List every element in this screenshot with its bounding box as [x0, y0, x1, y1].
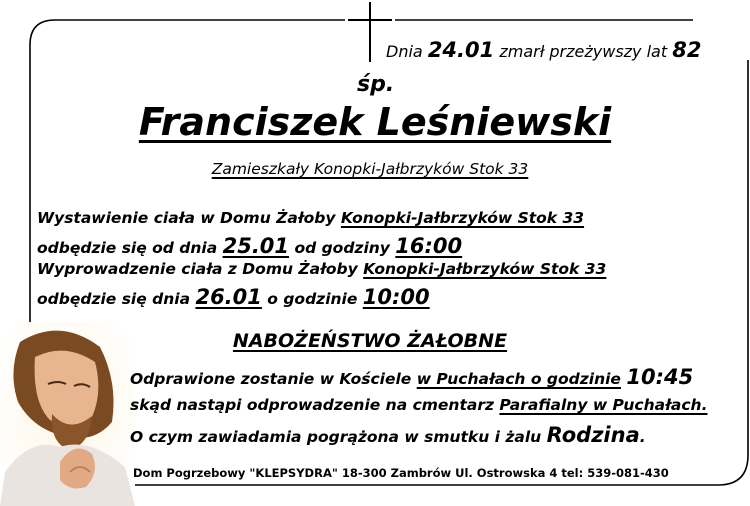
service-line-1	[130, 365, 693, 389]
cemetery-label: skąd nastąpi odprowadzenie na cmentarz	[130, 396, 494, 414]
service-line-3	[130, 423, 646, 447]
death-notice-line	[386, 38, 701, 62]
honorific: śp.	[357, 72, 395, 97]
family-notice: O czym zawiadamia pogrążona w smutku i żalu	[130, 428, 542, 446]
procession-line-2	[37, 285, 430, 309]
viewing-date-label: odbędzie się od dnia	[37, 239, 218, 257]
died-prefix: Dnia	[386, 42, 423, 61]
viewing-time-label: od godziny	[294, 239, 390, 257]
service-heading: NABOŻEŃSTWO ŻAŁOBNE	[232, 330, 508, 352]
age: 82	[672, 38, 702, 62]
viewing-place: Konopki-Jałbrzyków Stok 33	[340, 209, 585, 227]
viewing-label: Wystawienie ciała w Domu Żałoby	[37, 209, 336, 227]
procession-date-label: odbędzie się dnia	[37, 290, 191, 308]
funeral-home-footer: Dom Pogrzebowy "KLEPSYDRA" 18-300 Zambrów Ul. Ostrowska 4 tel: 539-081-430	[133, 466, 669, 480]
service-time: 10:45	[626, 365, 694, 389]
viewing-date: 25.01	[222, 234, 290, 258]
procession-time: 10:00	[362, 285, 430, 309]
procession-place: Konopki-Jałbrzyków Stok 33	[363, 260, 607, 278]
died-middle: zmarł przeżywszy lat	[499, 42, 668, 61]
procession-label: Wyprowadzenie ciała z Domu Żałoby	[37, 260, 358, 278]
viewing-line-2	[37, 234, 462, 258]
procession-time-label: o godzinie	[267, 290, 358, 308]
family-period: .	[639, 428, 646, 446]
viewing-line-1	[37, 209, 584, 227]
procession-date: 26.01	[195, 285, 262, 309]
procession-line-1	[37, 260, 606, 278]
family-word: Rodzina	[546, 423, 640, 447]
service-line-2	[130, 396, 707, 414]
residence: Zamieszkały Konopki-Jałbrzyków Stok 33	[211, 160, 529, 178]
service-place: w Puchałach o godzinie	[416, 370, 621, 388]
deceased-name: Franciszek Leśniewski	[138, 100, 612, 144]
death-date: 24.01	[427, 38, 495, 62]
viewing-time: 16:00	[395, 234, 463, 258]
service-church-label: Odprawione zostanie w Kościele	[130, 370, 412, 388]
cemetery-place: Parafialny w Puchałach.	[499, 396, 708, 414]
